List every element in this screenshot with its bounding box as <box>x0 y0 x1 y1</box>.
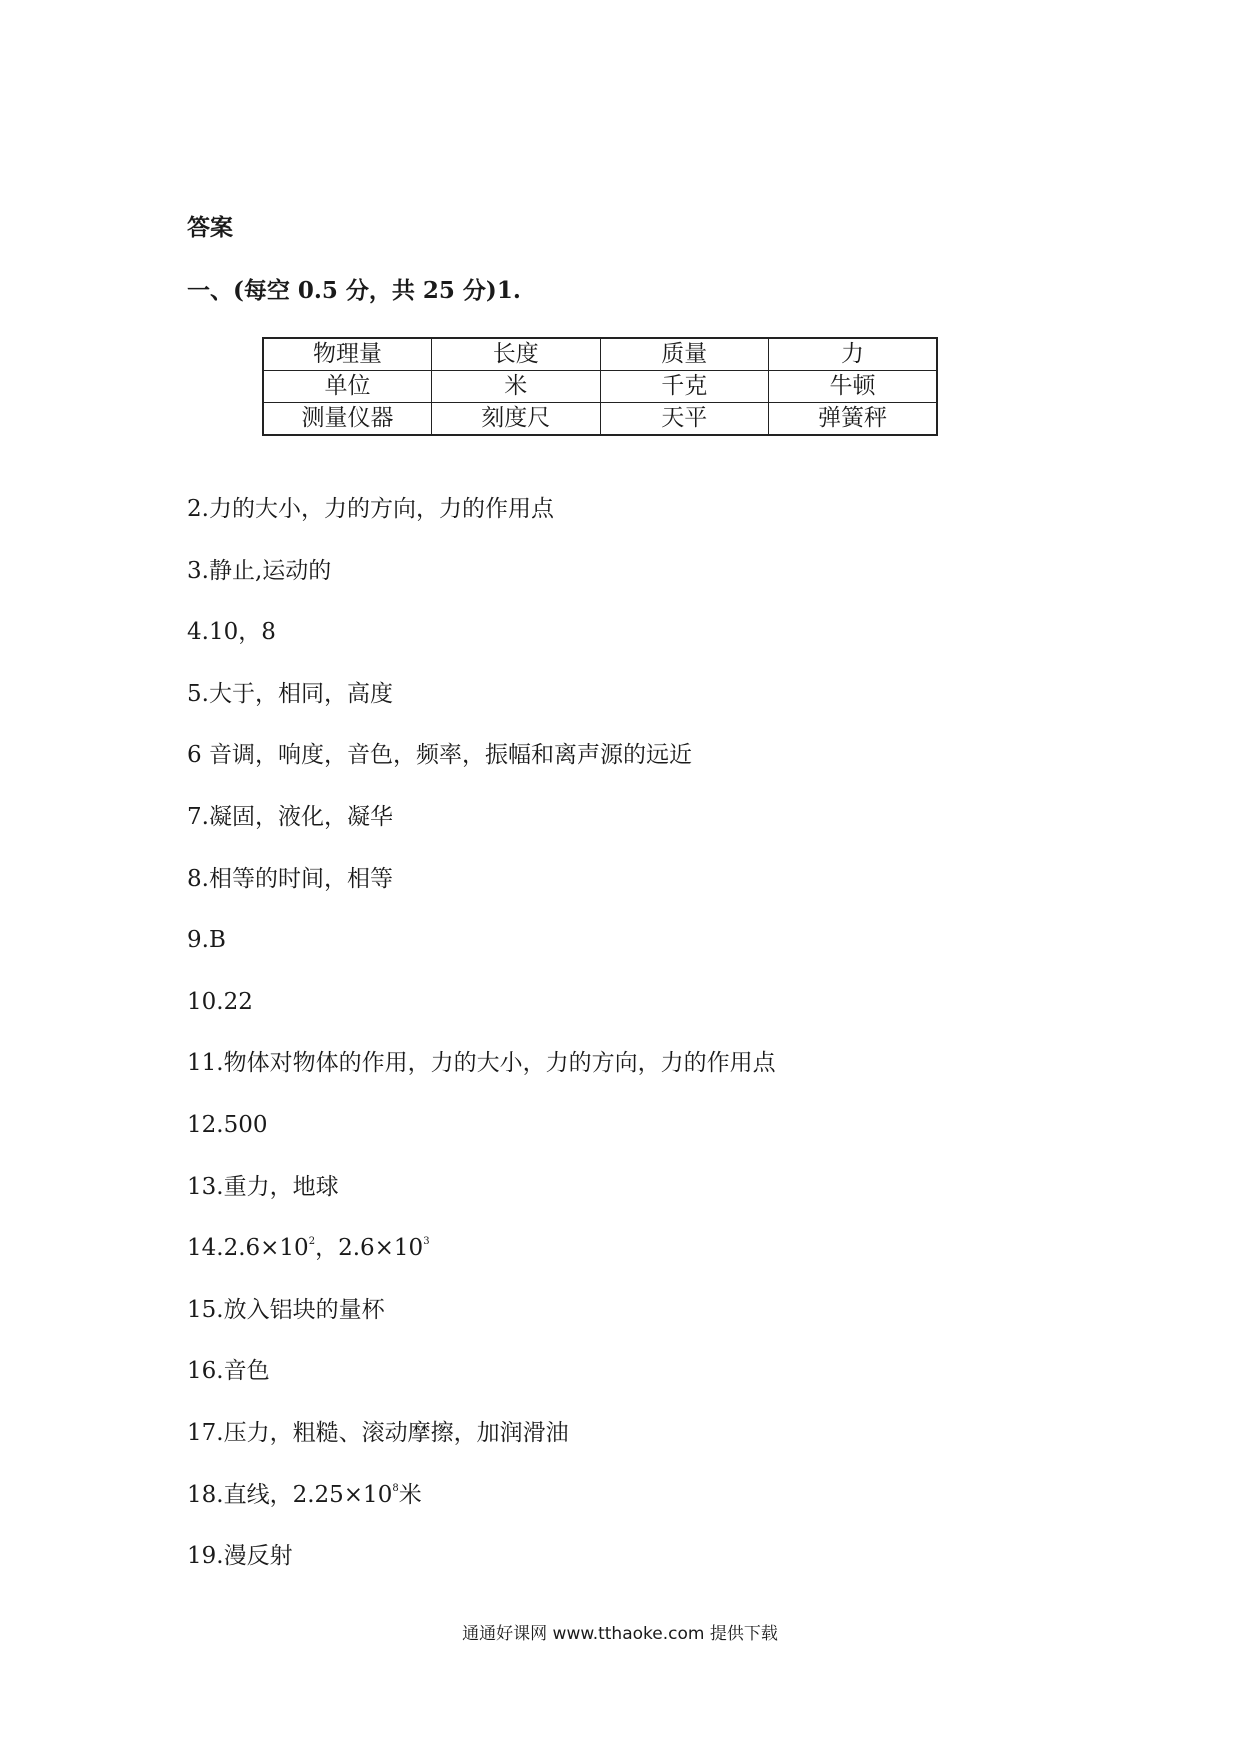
table-cell: 测量仪器 <box>263 403 432 436</box>
answer-item <box>187 1480 776 1542</box>
table-cell: 千克 <box>600 371 769 403</box>
table-cell: 牛顿 <box>769 371 938 403</box>
table-row <box>263 338 937 371</box>
page-title: 答案 <box>187 214 233 241</box>
answer-item: 15.放入铝块的量杯 <box>187 1296 385 1323</box>
answer-list <box>187 494 776 1603</box>
table-cell: 物理量 <box>263 338 432 371</box>
answer-item: 17.压力，粗糙、滚动摩擦，加润滑油 <box>187 1419 569 1446</box>
answer-item <box>187 1233 776 1295</box>
answer-text: 18.直线，2.25×10 <box>187 1481 393 1508</box>
answer-item: 9.B <box>187 927 226 954</box>
table-cell: 弹簧秤 <box>769 403 938 436</box>
table-cell: 刻度尺 <box>432 403 601 436</box>
answer-item: 10.22 <box>187 988 253 1015</box>
answer-item: 4.10，8 <box>187 619 276 646</box>
table-cell: 质量 <box>600 338 769 371</box>
table-cell: 米 <box>432 371 601 403</box>
exponent: 8 <box>392 1482 399 1494</box>
answer-text: 14.2.6×10 <box>187 1235 309 1262</box>
table-row <box>263 371 937 403</box>
answer-item: 12.500 <box>187 1111 268 1138</box>
answer-text: ，2.6×10 <box>315 1235 424 1262</box>
table-cell: 长度 <box>432 338 601 371</box>
section-title: 一、(每空 0.5 分，共 25 分)1. <box>187 277 521 304</box>
answer-item: 11.物体对物体的作用，力的大小，力的方向，力的作用点 <box>187 1050 776 1077</box>
table-cell: 单位 <box>263 371 432 403</box>
exponent: 3 <box>423 1236 430 1248</box>
exponent: 2 <box>308 1236 316 1248</box>
answer-item: 3.静止,运动的 <box>187 557 332 584</box>
footer-source-note: 通通好课网 www.tthaoke.com 提供下载 <box>462 1624 778 1644</box>
answer-item: 16.音色 <box>187 1358 270 1385</box>
table-cell: 力 <box>769 338 938 371</box>
answer-item: 2.力的大小，力的方向，力的作用点 <box>187 496 554 522</box>
answer-item: 13.重力，地球 <box>187 1173 339 1200</box>
table-row <box>263 403 937 436</box>
answer-text: 米 <box>398 1481 422 1508</box>
answer-item: 7.凝固，液化，凝华 <box>187 803 393 830</box>
table-cell: 天平 <box>600 403 769 436</box>
answer-item: 8.相等的时间，相等 <box>187 865 393 892</box>
answer-item: 19.漫反射 <box>187 1543 293 1570</box>
physics-units-table <box>262 337 938 436</box>
answer-item: 6 音调，响度，音色，频率，振幅和离声源的远近 <box>187 742 692 769</box>
answer-item: 5.大于，相同，高度 <box>187 680 393 707</box>
